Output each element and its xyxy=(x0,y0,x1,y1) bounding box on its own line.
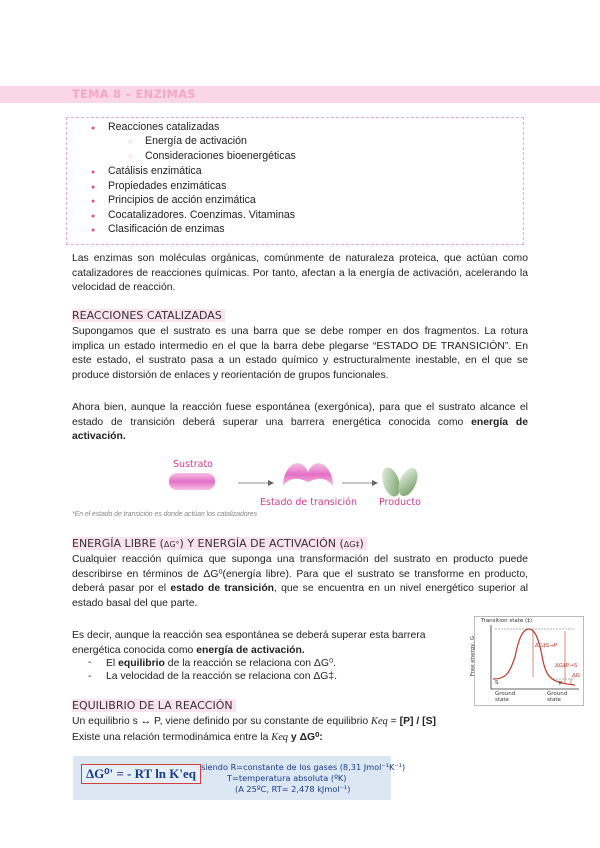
equation-legend-1: siendo R=constante de los gases (8,31 Jmol⁻¹K⁻¹) xyxy=(201,762,406,772)
section2-paragraph2: Es decir, aunque la reacción sea espontánea se deberá superar esta barrera energética conocida como energía de activación. xyxy=(72,630,426,656)
figure-footnote: *En el estado de transición es donde actúan los catalizadores xyxy=(72,511,257,518)
toc-subitem: ○ Energía de activación xyxy=(145,135,247,147)
section-heading-equilibrio: EQUILIBRIO DE LA REACCIÓN xyxy=(72,699,236,712)
section2-paragraph1: Cualquier reacción química que suponga una transformación del sustrato en producto puede describirse en términos de ΔG⁰(energía libre). Para que el sustrato se transforme en producto, deberá pasar por el estado de transición, que se encuentra en un nivel energético superior al estado basal del que parte. xyxy=(72,554,528,609)
equation-box xyxy=(73,756,406,800)
energy-curve xyxy=(493,629,575,685)
toc-item: ● Reacciones catalizadas xyxy=(108,121,219,133)
toc-item: ● Clasificación de enzimas xyxy=(108,223,225,235)
toc-item: ● Cocatalizadores. Coenzimas. Vitaminas xyxy=(108,209,295,221)
section-heading-reacciones: REACCIONES CATALIZADAS xyxy=(72,309,225,322)
equilibrium-line-2: Existe una relación termodinámica entre la Keq y ΔG⁰: xyxy=(72,732,323,743)
energy-graph: Transition state (‡) Free energy, G ΔG‡S→P ΔG‡P→S ΔG S Ground state Ground state P xyxy=(474,616,584,706)
section-heading-energia: ENERGÍA LIBRE (ΔG°) Y ENERGÍA DE ACTIVACIÓN (ΔG‡) xyxy=(72,537,367,550)
list-item: - La velocidad de la reacción se relaciona con ΔG‡. xyxy=(90,671,337,682)
toc-item: ● Principios de acción enzimática xyxy=(108,194,256,206)
equation-legend-3: (A 25ºC, RT= 2,478 kJmol⁻¹) xyxy=(235,784,351,794)
intro-paragraph: Las enzimas son moléculas orgánicas, comúnmente de naturaleza proteica, que actúan como catalizadores de reacciones químicas. Por tanto, afectan a la energía de activación, acelerando la velocidad de reacción. xyxy=(72,253,528,294)
transition-label: Estado de transición xyxy=(260,497,358,508)
equilibrium-line-1: Un equilibrio s ↔ P, viene definido por su constante de equilibrio Keq = [P] / [S] xyxy=(72,716,436,727)
gibbs-formula: ΔG⁰' = - RT ln K'eq xyxy=(81,764,201,784)
toc-item: ● Catálisis enzimática xyxy=(108,165,202,177)
toc-subitem: ○ Consideraciones bioenergéticas xyxy=(145,150,296,162)
page-title: TEMA 8 – ENZIMAS xyxy=(72,87,196,101)
list-item: - El equilibrio de la reacción se relaciona con ΔG⁰. xyxy=(90,657,336,669)
product-label: Producto xyxy=(379,497,421,508)
substrate-label: Sustrato xyxy=(173,459,213,470)
section1-paragraph1: Supongamos que el sustrato es una barra que se debe romper en dos fragmentos. La rotura implica un estado intermedio en el que la barra debe plegarse “ESTADO DE TRANSICIÓN”. En este estado, el sustrato pasa a un estado químico y estructuralmente inestable, en el que se produce distorsión de enlaces y reorientación de grupos funcionales. xyxy=(72,326,528,381)
section1-paragraph2: Ahora bien, aunque la reacción fuese espontánea (exergónica), para que el sustrato alcance el estado de transición deberá superar una barrera energética conocida como energía de activación. xyxy=(72,402,528,443)
substrate-bar-icon xyxy=(169,473,215,490)
toc-item: ● Propiedades enzimáticas xyxy=(108,180,226,192)
reaction-figure xyxy=(150,446,430,510)
transition-state-icon xyxy=(283,463,333,486)
equation-legend-2: T=temperatura absoluta (ºK) xyxy=(227,773,347,783)
section-banner xyxy=(0,86,600,103)
